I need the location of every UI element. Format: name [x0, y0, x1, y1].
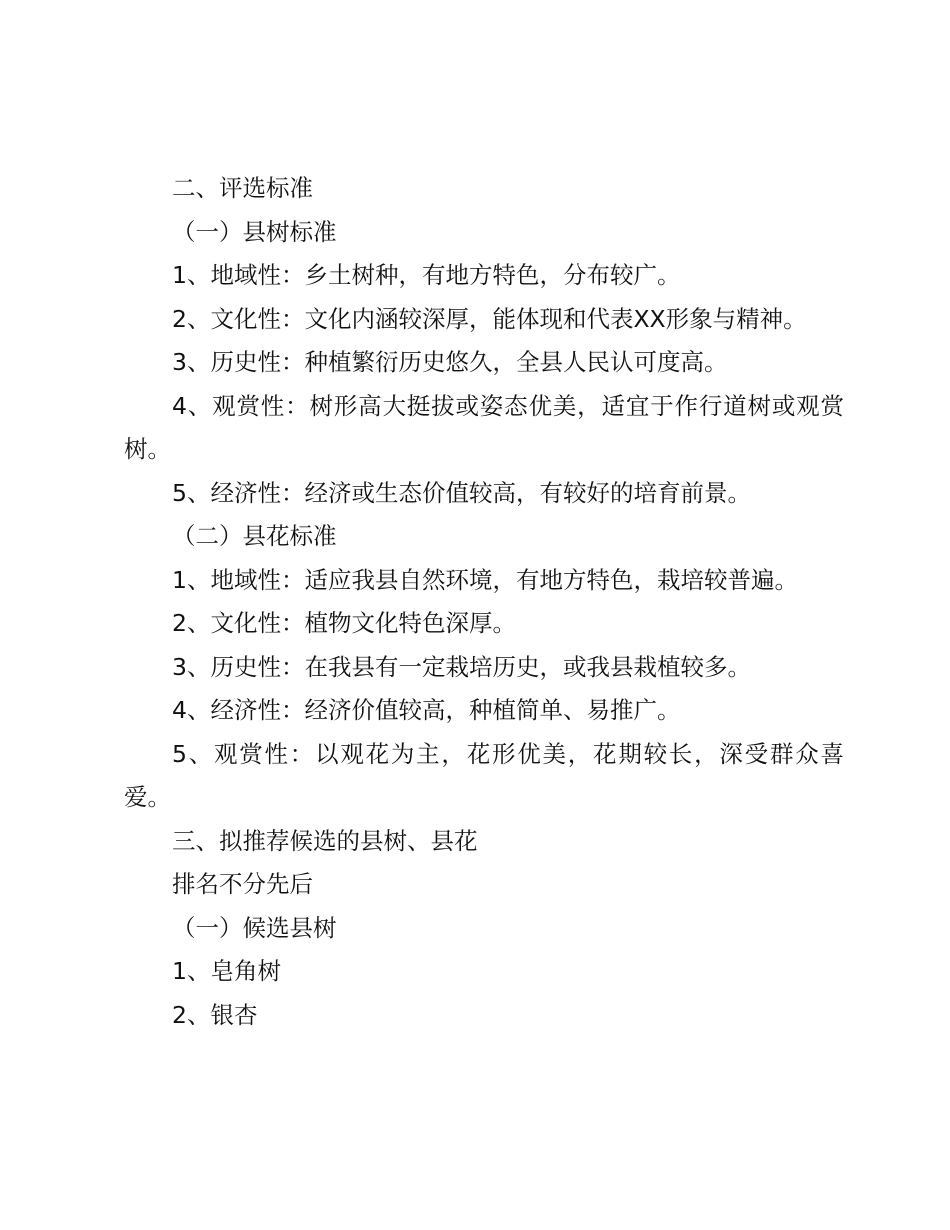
tree-criterion-economic: 5、经济性：经济或生态价值较高，有较好的培育前景。	[172, 478, 751, 507]
candidate-tree-item: 2、银杏	[172, 1000, 258, 1029]
tree-criterion-ornamental: 4、观赏性：树形高大挺拔或姿态优美，适宜于作行道树或观赏树。	[124, 391, 844, 463]
tree-criterion-regional: 1、地域性：乡土树种，有地方特色，分布较广。	[172, 261, 681, 289]
subsection-heading-county-tree-criteria: （一）县树标准	[172, 217, 337, 246]
flower-criterion-regional: 1、地域性：适应我县自然环境，有地方特色，栽培较普遍。	[172, 565, 798, 594]
tree-criterion-cultural: 2、文化性：文化内涵较深厚，能体现和代表XX形象与精神。	[172, 304, 807, 333]
candidate-tree-item: 1、皂角树	[172, 957, 281, 985]
section-heading-candidates: 三、拟推荐候选的县树、县花	[172, 826, 478, 855]
flower-criterion-historical: 3、历史性：在我县有一定栽培历史，或我县栽植较多。	[172, 652, 751, 681]
tree-criterion-historical: 3、历史性：种植繁衍历史悠久，全县人民认可度高。	[172, 348, 728, 376]
flower-criterion-cultural: 2、文化性：植物文化特色深厚。	[172, 609, 516, 637]
flower-criterion-economic: 4、经济性：经济价值较高，种植简单、易推广。	[172, 696, 681, 724]
document-body	[124, 167, 844, 1037]
ranking-note: 排名不分先后	[172, 870, 313, 898]
subsection-heading-candidate-trees: （一）候选县树	[172, 913, 337, 942]
section-heading-evaluation-criteria: 二、评选标准	[172, 174, 313, 202]
subsection-heading-county-flower-criteria: （二）县花标准	[172, 522, 337, 550]
flower-criterion-ornamental: 5、观赏性：以观花为主，花形优美，花期较长，深受群众喜爱。	[124, 739, 844, 811]
